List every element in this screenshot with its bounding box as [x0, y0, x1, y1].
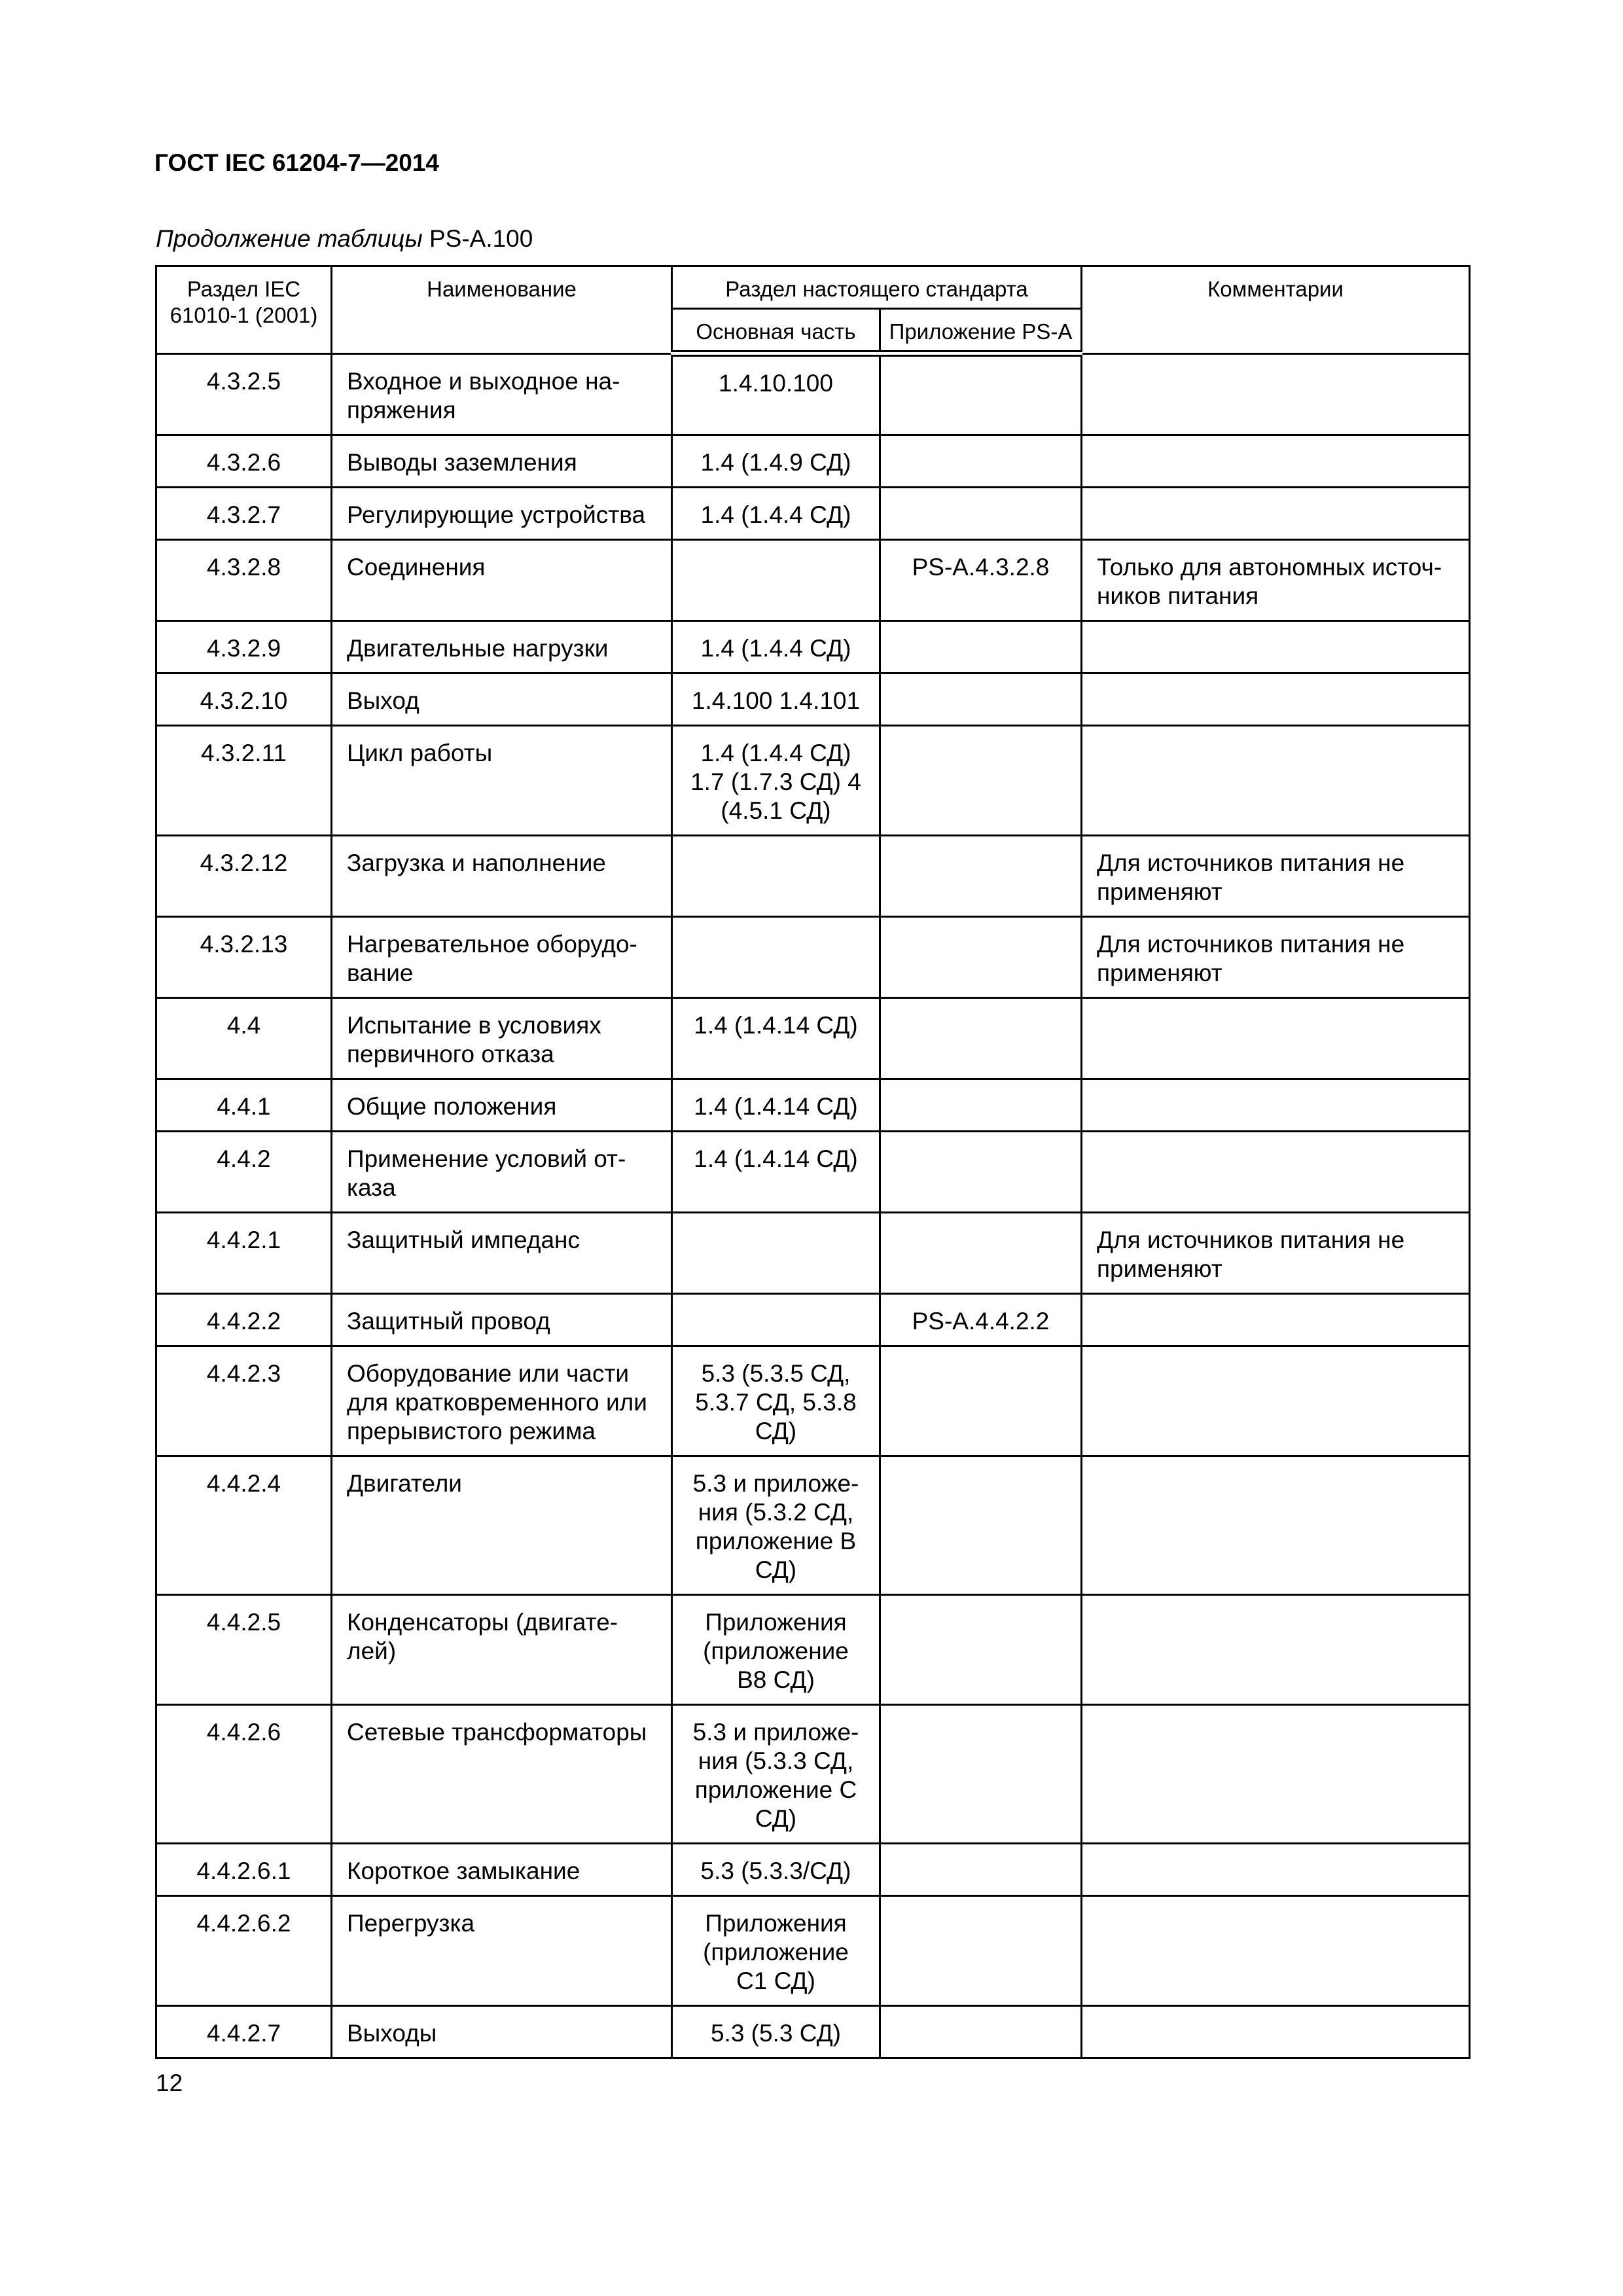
- cell-appendix: [880, 353, 1082, 435]
- cell-name: Входное и выходное на-пряжения: [332, 353, 672, 435]
- cell-name: Загрузка и наполнение: [332, 835, 672, 916]
- cell-name: Сетевые трансформаторы: [332, 1704, 672, 1843]
- cell-section: 4.3.2.8: [156, 539, 332, 620]
- cell-main-part: 1.4 (1.4.9 СД): [672, 435, 880, 487]
- cell-section: 4.3.2.9: [156, 620, 332, 673]
- cell-appendix: [880, 1895, 1082, 2005]
- cell-name: Защитный провод: [332, 1293, 672, 1346]
- cell-appendix: [880, 1704, 1082, 1843]
- header-comments: Комментарии: [1082, 266, 1470, 354]
- cell-section: 4.4: [156, 997, 332, 1079]
- table-row: [156, 539, 1470, 620]
- cell-appendix: [880, 997, 1082, 1079]
- cell-name: Двигатели: [332, 1456, 672, 1594]
- cell-name: Применение условий от-каза: [332, 1131, 672, 1212]
- cell-appendix: [880, 435, 1082, 487]
- table-row: [156, 673, 1470, 725]
- cell-main-part: 5.3 (5.3.3/СД): [672, 1843, 880, 1895]
- table-caption: [156, 225, 533, 253]
- table-row: [156, 725, 1470, 835]
- cell-main-part: 5.3 и приложе-ния (5.3.3 СД, приложение С СД): [672, 1704, 880, 1843]
- cell-section: 4.4.2.4: [156, 1456, 332, 1594]
- cell-appendix: [880, 673, 1082, 725]
- correspondence-table: [155, 265, 1471, 2059]
- cell-comment: [1082, 1704, 1470, 1843]
- document-title: ГОСТ IEC 61204-7—2014: [154, 149, 440, 176]
- cell-comment: [1082, 1594, 1470, 1704]
- cell-comment: Только для автономных источ-ников питания: [1082, 539, 1470, 620]
- cell-section: 4.3.2.13: [156, 916, 332, 997]
- cell-comment: Для источников питания не применяют: [1082, 916, 1470, 997]
- cell-comment: [1082, 1079, 1470, 1131]
- cell-name: Оборудование или части для кратковременного или прерывистого режима: [332, 1346, 672, 1456]
- cell-main-part: Приложения (приложение С1 СД): [672, 1895, 880, 2005]
- table-row: [156, 1895, 1470, 2005]
- cell-name: Соединения: [332, 539, 672, 620]
- cell-name: Выводы заземления: [332, 435, 672, 487]
- cell-comment: [1082, 1843, 1470, 1895]
- cell-name: Двигательные нагрузки: [332, 620, 672, 673]
- cell-main-part: [672, 539, 880, 620]
- cell-section: 4.4.2.3: [156, 1346, 332, 1456]
- cell-name: Конденсаторы (двигате-лей): [332, 1594, 672, 1704]
- header-main-part: Основная часть: [672, 309, 880, 354]
- cell-section: 4.4.2.6.1: [156, 1843, 332, 1895]
- cell-appendix: [880, 487, 1082, 539]
- cell-comment: [1082, 2005, 1470, 2058]
- cell-comment: [1082, 1346, 1470, 1456]
- cell-main-part: 5.3 (5.3 СД): [672, 2005, 880, 2058]
- cell-name: Защитный импеданс: [332, 1212, 672, 1293]
- cell-section: 4.4.2.1: [156, 1212, 332, 1293]
- cell-main-part: Приложения (приложение В8 СД): [672, 1594, 880, 1704]
- cell-main-part: 1.4 (1.4.4 СД): [672, 487, 880, 539]
- table-row: [156, 916, 1470, 997]
- cell-main-part: 5.3 и приложе-ния (5.3.2 СД, приложение В СД): [672, 1456, 880, 1594]
- table-row: [156, 1131, 1470, 1212]
- cell-comment: [1082, 1131, 1470, 1212]
- table-row: [156, 1456, 1470, 1594]
- cell-main-part: [672, 1293, 880, 1346]
- cell-main-part: 1.4 (1.4.14 СД): [672, 1079, 880, 1131]
- cell-name: Короткое замыкание: [332, 1843, 672, 1895]
- cell-main-part: 1.4.10.100: [672, 353, 880, 435]
- cell-appendix: [880, 835, 1082, 916]
- cell-appendix: [880, 1456, 1082, 1594]
- cell-comment: [1082, 620, 1470, 673]
- cell-section: 4.3.2.11: [156, 725, 332, 835]
- table-row: [156, 1704, 1470, 1843]
- cell-section: 4.3.2.5: [156, 353, 332, 435]
- cell-main-part: 1.4.100 1.4.101: [672, 673, 880, 725]
- page-number: 12: [156, 2070, 183, 2096]
- table-row: [156, 353, 1470, 435]
- cell-section: 4.3.2.6: [156, 435, 332, 487]
- cell-appendix: [880, 1079, 1082, 1131]
- cell-section: 4.4.2.5: [156, 1594, 332, 1704]
- table-row: [156, 835, 1470, 916]
- cell-comment: [1082, 725, 1470, 835]
- cell-section: 4.4.1: [156, 1079, 332, 1131]
- cell-appendix: PS-A.4.4.2.2: [880, 1293, 1082, 1346]
- table-row: [156, 1843, 1470, 1895]
- cell-comment: Для источников питания не применяют: [1082, 835, 1470, 916]
- cell-comment: [1082, 1895, 1470, 2005]
- cell-appendix: [880, 916, 1082, 997]
- cell-appendix: [880, 2005, 1082, 2058]
- header-section: Раздел IEC 61010-1 (2001): [156, 266, 332, 354]
- cell-name: Цикл работы: [332, 725, 672, 835]
- header-appendix: Приложение PS-A: [880, 309, 1082, 354]
- cell-appendix: [880, 1594, 1082, 1704]
- cell-section: 4.3.2.12: [156, 835, 332, 916]
- table-row: [156, 435, 1470, 487]
- caption-table-id: PS-A.100: [422, 225, 533, 252]
- cell-name: Выходы: [332, 2005, 672, 2058]
- cell-comment: [1082, 997, 1470, 1079]
- cell-appendix: [880, 725, 1082, 835]
- cell-main-part: [672, 916, 880, 997]
- cell-section: 4.4.2.6: [156, 1704, 332, 1843]
- table-row: [156, 1293, 1470, 1346]
- cell-appendix: [880, 1843, 1082, 1895]
- caption-continuation: Продолжение таблицы: [156, 225, 423, 252]
- cell-name: Нагревательное оборудо-вание: [332, 916, 672, 997]
- cell-comment: [1082, 1456, 1470, 1594]
- cell-main-part: [672, 835, 880, 916]
- cell-name: Регулирующие устройства: [332, 487, 672, 539]
- table-row: [156, 487, 1470, 539]
- table-row: [156, 620, 1470, 673]
- cell-comment: Для источников питания не применяют: [1082, 1212, 1470, 1293]
- cell-comment: [1082, 435, 1470, 487]
- cell-comment: [1082, 487, 1470, 539]
- cell-appendix: [880, 1346, 1082, 1456]
- table-row: [156, 1212, 1470, 1293]
- header-name: Наименование: [332, 266, 672, 354]
- cell-main-part: [672, 1212, 880, 1293]
- cell-comment: [1082, 1293, 1470, 1346]
- cell-main-part: 1.4 (1.4.14 СД): [672, 1131, 880, 1212]
- cell-section: 4.4.2.7: [156, 2005, 332, 2058]
- cell-section: 4.3.2.10: [156, 673, 332, 725]
- cell-appendix: [880, 1212, 1082, 1293]
- cell-name: Общие положения: [332, 1079, 672, 1131]
- cell-appendix: [880, 620, 1082, 673]
- cell-section: 4.4.2.2: [156, 1293, 332, 1346]
- header-standard-section: Раздел настоящего стандарта: [672, 266, 1082, 309]
- table-row: [156, 997, 1470, 1079]
- cell-name: Перегрузка: [332, 1895, 672, 2005]
- cell-main-part: 1.4 (1.4.4 СД): [672, 620, 880, 673]
- table-row: [156, 1079, 1470, 1131]
- cell-name: Выход: [332, 673, 672, 725]
- cell-section: 4.3.2.7: [156, 487, 332, 539]
- cell-main-part: 1.4 (1.4.14 СД): [672, 997, 880, 1079]
- table-row: [156, 1594, 1470, 1704]
- table-row: [156, 1346, 1470, 1456]
- table-row: [156, 2005, 1470, 2058]
- cell-name: Испытание в условиях первичного отказа: [332, 997, 672, 1079]
- cell-main-part: 1.4 (1.4.4 СД) 1.7 (1.7.3 СД) 4 (4.5.1 СД): [672, 725, 880, 835]
- cell-comment: [1082, 673, 1470, 725]
- table-body: [156, 353, 1470, 2058]
- cell-section: 4.4.2.6.2: [156, 1895, 332, 2005]
- cell-section: 4.4.2: [156, 1131, 332, 1212]
- cell-appendix: PS-A.4.3.2.8: [880, 539, 1082, 620]
- cell-main-part: 5.3 (5.3.5 СД, 5.3.7 СД, 5.3.8 СД): [672, 1346, 880, 1456]
- cell-appendix: [880, 1131, 1082, 1212]
- cell-comment: [1082, 353, 1470, 435]
